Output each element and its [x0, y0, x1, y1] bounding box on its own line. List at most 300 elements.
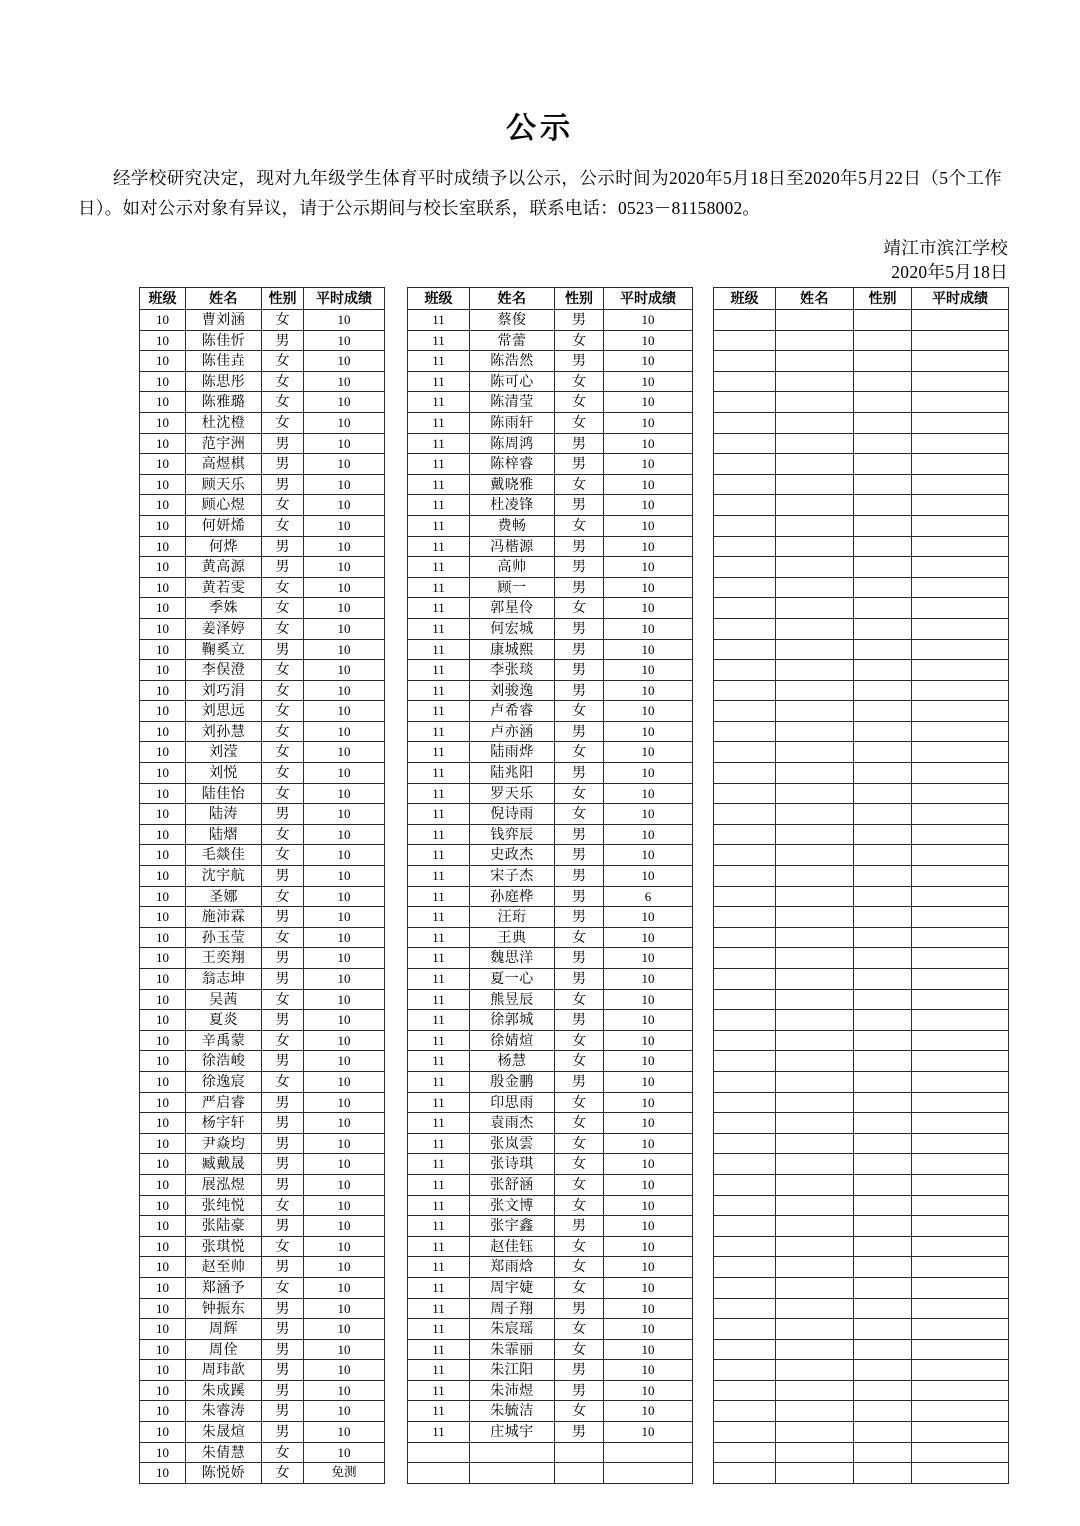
cell-empty: [714, 824, 776, 845]
cell-class: 10: [140, 618, 186, 639]
cell-empty: [714, 1010, 776, 1031]
cell-name: 刘孙慧: [186, 721, 262, 742]
table-row: [408, 433, 693, 454]
cell-score: 10: [304, 1277, 385, 1298]
table-row-empty: [714, 1092, 1009, 1113]
cell-score: 10: [604, 1298, 693, 1319]
cell-class: 10: [140, 1174, 186, 1195]
cell-score: 10: [604, 1277, 693, 1298]
cell-name: 张纯悦: [186, 1195, 262, 1216]
table-row: [408, 1236, 693, 1257]
cell-score: 10: [604, 1010, 693, 1031]
cell-class: 11: [408, 1257, 470, 1278]
cell-empty: [714, 1339, 776, 1360]
table-row: [408, 1092, 693, 1113]
table-row: [140, 721, 385, 742]
cell-empty: [776, 330, 854, 351]
cell-score: 10: [604, 948, 693, 969]
cell-name: 徐郭城: [470, 1010, 555, 1031]
cell-empty: [714, 1360, 776, 1381]
cell-sex: 女: [555, 783, 604, 804]
cell-empty: [912, 310, 1009, 331]
cell-score: 10: [304, 515, 385, 536]
cell-empty: [776, 742, 854, 763]
table-row-empty: [714, 392, 1009, 413]
table-row: [408, 1071, 693, 1092]
cell-class: 10: [140, 536, 186, 557]
cell-empty: [776, 412, 854, 433]
cell-class: 11: [408, 1133, 470, 1154]
cell-sex: 女: [555, 392, 604, 413]
cell-name: 周佺: [186, 1339, 262, 1360]
table-row: [408, 1010, 693, 1031]
cell-empty: [776, 866, 854, 887]
table-row: [140, 660, 385, 681]
cell-score: 10: [304, 886, 385, 907]
cell-sex: 女: [262, 763, 304, 784]
cell-name: 史政杰: [470, 845, 555, 866]
cell-score: 10: [604, 721, 693, 742]
cell-score: 10: [604, 969, 693, 990]
cell-sex: 女: [262, 927, 304, 948]
cell-name: 卢希睿: [470, 701, 555, 722]
cell-name: 殷金鹏: [470, 1071, 555, 1092]
cell-score: 10: [304, 577, 385, 598]
cell-empty: [776, 1236, 854, 1257]
table-row: [140, 371, 385, 392]
cell-class: 10: [140, 392, 186, 413]
cell-empty: [714, 371, 776, 392]
cell-sex: 女: [555, 1236, 604, 1257]
cell-score: 10: [304, 351, 385, 372]
cell-sex: 男: [555, 1380, 604, 1401]
cell-class: 11: [408, 351, 470, 372]
table-row: [408, 660, 693, 681]
table-row: [408, 557, 693, 578]
cell-empty: [714, 907, 776, 928]
cell-empty: [912, 639, 1009, 660]
cell-empty: [854, 1442, 912, 1463]
table-row-empty: [714, 371, 1009, 392]
cell-empty: [714, 1195, 776, 1216]
cell-sex: 男: [555, 1298, 604, 1319]
cell-empty: [854, 557, 912, 578]
cell-class: 10: [140, 474, 186, 495]
table-row: [140, 1174, 385, 1195]
cell-empty: [776, 989, 854, 1010]
cell-score: 10: [304, 1216, 385, 1237]
cell-name: 陈清莹: [470, 392, 555, 413]
cell-name: 朱成蹊: [186, 1380, 262, 1401]
table-row-empty: [714, 1401, 1009, 1422]
table-row: [140, 639, 385, 660]
cell-class: 11: [408, 1298, 470, 1319]
cell-empty: [714, 1401, 776, 1422]
table-row: [408, 1257, 693, 1278]
cell-class: 11: [408, 1277, 470, 1298]
cell-class: 11: [408, 392, 470, 413]
cell-empty: [776, 927, 854, 948]
table-row: [408, 969, 693, 990]
cell-class: 10: [140, 1463, 186, 1484]
cell-empty: [854, 845, 912, 866]
cell-sex: 女: [262, 783, 304, 804]
cell-empty: [776, 310, 854, 331]
cell-score: 10: [604, 412, 693, 433]
cell-class: 10: [140, 495, 186, 516]
cell-empty: [714, 598, 776, 619]
table-row: [140, 1236, 385, 1257]
cell-empty: [854, 577, 912, 598]
cell-name: 罗天乐: [470, 783, 555, 804]
header-score: 平时成绩: [912, 288, 1009, 310]
cell-class: 10: [140, 783, 186, 804]
cell-score: 10: [304, 783, 385, 804]
cell-name: 朱江阳: [470, 1360, 555, 1381]
cell-empty: [776, 1133, 854, 1154]
cell-empty: [854, 1113, 912, 1134]
table-row: [408, 1339, 693, 1360]
table-row-empty: [714, 907, 1009, 928]
table-row: [140, 351, 385, 372]
cell-class: 10: [140, 639, 186, 660]
cell-empty: [776, 1092, 854, 1113]
cell-empty: [912, 454, 1009, 475]
table-row-empty: [714, 1030, 1009, 1051]
cell-sex: 女: [262, 886, 304, 907]
cell-class: 11: [408, 371, 470, 392]
cell-empty: [714, 948, 776, 969]
cell-class: 11: [408, 330, 470, 351]
cell-empty: [854, 907, 912, 928]
cell-empty: [555, 1463, 604, 1484]
cell-empty: [776, 1401, 854, 1422]
table-row-empty: [714, 989, 1009, 1010]
table-row: [140, 1113, 385, 1134]
cell-score: 10: [304, 969, 385, 990]
table-row-empty: [714, 1174, 1009, 1195]
cell-sex: 男: [555, 1071, 604, 1092]
table-row: [408, 1360, 693, 1381]
cell-score: 10: [604, 1092, 693, 1113]
cell-name: 刘思远: [186, 701, 262, 722]
cell-score: 10: [604, 310, 693, 331]
table-row-empty: [714, 1051, 1009, 1072]
cell-name: 孙庭桦: [470, 886, 555, 907]
cell-score: 10: [304, 1401, 385, 1422]
cell-score: 10: [604, 680, 693, 701]
cell-empty: [912, 845, 1009, 866]
cell-class: 11: [408, 1195, 470, 1216]
cell-sex: 女: [555, 1277, 604, 1298]
cell-score: 10: [604, 1257, 693, 1278]
cell-class: 11: [408, 927, 470, 948]
cell-name: 夏炎: [186, 1010, 262, 1031]
cell-name: 顾天乐: [186, 474, 262, 495]
cell-sex: 男: [555, 1216, 604, 1237]
cell-class: 10: [140, 866, 186, 887]
cell-empty: [854, 1401, 912, 1422]
cell-name: 陈悦娇: [186, 1463, 262, 1484]
cell-class: 10: [140, 1051, 186, 1072]
table-row-empty: [714, 701, 1009, 722]
cell-name: 杜沈橙: [186, 412, 262, 433]
table-row: [408, 1133, 693, 1154]
table-row: [408, 495, 693, 516]
table-row: [408, 1380, 693, 1401]
cell-name: 顾心煜: [186, 495, 262, 516]
header-sex: 性别: [854, 288, 912, 310]
cell-name: 陆涛: [186, 804, 262, 825]
cell-sex: 女: [262, 989, 304, 1010]
cell-score: 10: [604, 907, 693, 928]
cell-score: 10: [604, 351, 693, 372]
cell-sex: 男: [555, 824, 604, 845]
cell-empty: [776, 969, 854, 990]
cell-class: 11: [408, 618, 470, 639]
table-row: [140, 783, 385, 804]
cell-name: 张岚雲: [470, 1133, 555, 1154]
cell-empty: [854, 1195, 912, 1216]
table-row: [140, 515, 385, 536]
cell-class: 10: [140, 886, 186, 907]
cell-empty: [776, 763, 854, 784]
cell-empty: [776, 845, 854, 866]
cell-score: 10: [304, 639, 385, 660]
cell-class: 11: [408, 577, 470, 598]
cell-empty: [714, 618, 776, 639]
cell-class: 11: [408, 598, 470, 619]
cell-empty: [854, 433, 912, 454]
cell-sex: 女: [262, 412, 304, 433]
cell-empty: [854, 330, 912, 351]
cell-score: 10: [304, 433, 385, 454]
table-row-empty: [714, 618, 1009, 639]
table-row: [408, 1030, 693, 1051]
table-row-empty: [714, 886, 1009, 907]
cell-sex: 男: [262, 1092, 304, 1113]
cell-empty: [854, 948, 912, 969]
cell-class: 10: [140, 804, 186, 825]
cell-class: 11: [408, 886, 470, 907]
table-row: [408, 907, 693, 928]
cell-name: 印思雨: [470, 1092, 555, 1113]
cell-score: 10: [304, 1092, 385, 1113]
header-class: 班级: [140, 288, 186, 310]
cell-empty: [776, 907, 854, 928]
table-row-empty: [714, 845, 1009, 866]
cell-empty: [912, 680, 1009, 701]
cell-empty: [912, 742, 1009, 763]
cell-empty: [776, 1195, 854, 1216]
cell-sex: 男: [262, 948, 304, 969]
cell-score: 10: [604, 927, 693, 948]
cell-sex: 女: [555, 474, 604, 495]
table-row-empty: [714, 557, 1009, 578]
cell-empty: [776, 721, 854, 742]
cell-empty: [714, 804, 776, 825]
cell-class: 10: [140, 989, 186, 1010]
table-row-empty: [714, 1010, 1009, 1031]
cell-sex: 男: [262, 907, 304, 928]
header-sex: 性别: [262, 288, 304, 310]
cell-name: 周子翔: [470, 1298, 555, 1319]
cell-sex: 男: [555, 763, 604, 784]
cell-empty: [776, 1360, 854, 1381]
cell-name: 朱宸瑶: [470, 1319, 555, 1340]
cell-sex: 男: [262, 1154, 304, 1175]
cell-empty: [776, 515, 854, 536]
cell-empty: [912, 557, 1009, 578]
cell-empty: [912, 969, 1009, 990]
cell-score: 10: [304, 412, 385, 433]
cell-empty: [912, 1051, 1009, 1072]
cell-name: 展泓煜: [186, 1174, 262, 1195]
cell-name: 张宇鑫: [470, 1216, 555, 1237]
cell-sex: 男: [555, 948, 604, 969]
cell-empty: [912, 1257, 1009, 1278]
cell-empty: [912, 598, 1009, 619]
cell-empty: [776, 1071, 854, 1092]
cell-sex: 男: [262, 804, 304, 825]
cell-sex: 女: [555, 371, 604, 392]
table-row: [140, 866, 385, 887]
cell-score: 10: [304, 1319, 385, 1340]
cell-empty: [854, 639, 912, 660]
cell-sex: 男: [555, 886, 604, 907]
cell-class: 10: [140, 1380, 186, 1401]
cell-class: 11: [408, 1113, 470, 1134]
table-row: [408, 577, 693, 598]
table-row: [408, 1216, 693, 1237]
cell-name: 张陆豪: [186, 1216, 262, 1237]
cell-name: 顾一: [470, 577, 555, 598]
cell-name: 陆熠: [186, 824, 262, 845]
cell-empty: [776, 536, 854, 557]
cell-sex: 女: [262, 845, 304, 866]
cell-class: 11: [408, 948, 470, 969]
cell-class: 10: [140, 1195, 186, 1216]
cell-sex: 男: [555, 1422, 604, 1443]
cell-score: 10: [604, 1236, 693, 1257]
table-row: [140, 1339, 385, 1360]
cell-sex: 女: [262, 1277, 304, 1298]
cell-empty: [912, 1071, 1009, 1092]
cell-empty: [714, 1298, 776, 1319]
table-row: [140, 474, 385, 495]
table-row: [408, 639, 693, 660]
roster-table-3-wrapper: [713, 287, 1008, 1484]
cell-class: 10: [140, 1216, 186, 1237]
cell-empty: [854, 412, 912, 433]
cell-empty: [854, 495, 912, 516]
cell-class: 11: [408, 701, 470, 722]
cell-sex: 男: [555, 660, 604, 681]
cell-class: 10: [140, 351, 186, 372]
cell-empty: [776, 1257, 854, 1278]
cell-empty: [714, 1380, 776, 1401]
cell-class: 10: [140, 1133, 186, 1154]
table-row: [408, 701, 693, 722]
table-row-empty: [714, 1380, 1009, 1401]
cell-empty: [854, 701, 912, 722]
cell-class: 11: [408, 412, 470, 433]
cell-empty: [714, 1071, 776, 1092]
table-row-empty: [714, 495, 1009, 516]
cell-sex: 男: [555, 618, 604, 639]
cell-score: 10: [604, 763, 693, 784]
table-row: [140, 1154, 385, 1175]
cell-class: 11: [408, 824, 470, 845]
cell-score: 10: [304, 1195, 385, 1216]
cell-empty: [854, 474, 912, 495]
cell-empty: [854, 598, 912, 619]
cell-empty: [854, 1339, 912, 1360]
table-row: [408, 1195, 693, 1216]
cell-empty: [912, 1154, 1009, 1175]
cell-empty: [776, 1216, 854, 1237]
table-row: [140, 948, 385, 969]
cell-empty: [714, 927, 776, 948]
table-row: [408, 1051, 693, 1072]
cell-empty: [912, 474, 1009, 495]
cell-empty: [776, 1051, 854, 1072]
header-class: 班级: [714, 288, 776, 310]
cell-empty: [912, 392, 1009, 413]
cell-name: 庄城宇: [470, 1422, 555, 1443]
cell-sex: 男: [555, 866, 604, 887]
cell-sex: 女: [555, 1051, 604, 1072]
cell-empty: [912, 886, 1009, 907]
cell-score: 10: [304, 1051, 385, 1072]
cell-empty: [776, 948, 854, 969]
cell-name: 鞠奚立: [186, 639, 262, 660]
cell-class: 10: [140, 969, 186, 990]
cell-class: 10: [140, 1257, 186, 1278]
cell-score: 10: [304, 824, 385, 845]
table-row: [140, 1257, 385, 1278]
cell-empty: [776, 1277, 854, 1298]
cell-name: 赵佳钰: [470, 1236, 555, 1257]
cell-name: 李张琰: [470, 660, 555, 681]
cell-sex: 男: [262, 1010, 304, 1031]
cell-score: 10: [604, 845, 693, 866]
cell-score: 10: [604, 598, 693, 619]
table-row: [140, 1010, 385, 1031]
cell-empty: [714, 742, 776, 763]
table-row: [408, 989, 693, 1010]
cell-name: 陆佳怡: [186, 783, 262, 804]
table-row: [408, 1113, 693, 1134]
cell-empty: [854, 989, 912, 1010]
cell-score: 10: [304, 1339, 385, 1360]
cell-empty: [854, 680, 912, 701]
cell-empty: [714, 1277, 776, 1298]
cell-empty: [854, 1236, 912, 1257]
cell-empty: [854, 1360, 912, 1381]
cell-empty: [714, 351, 776, 372]
cell-name: 蔡俊: [470, 310, 555, 331]
cell-name: 杨宇轩: [186, 1113, 262, 1134]
cell-empty: [776, 660, 854, 681]
cell-sex: 女: [555, 1257, 604, 1278]
cell-name: 姜泽婷: [186, 618, 262, 639]
cell-name: 熊昱辰: [470, 989, 555, 1010]
cell-name: 周宇婕: [470, 1277, 555, 1298]
cell-empty: [854, 1030, 912, 1051]
cell-empty: [912, 1442, 1009, 1463]
cell-score: 10: [604, 701, 693, 722]
